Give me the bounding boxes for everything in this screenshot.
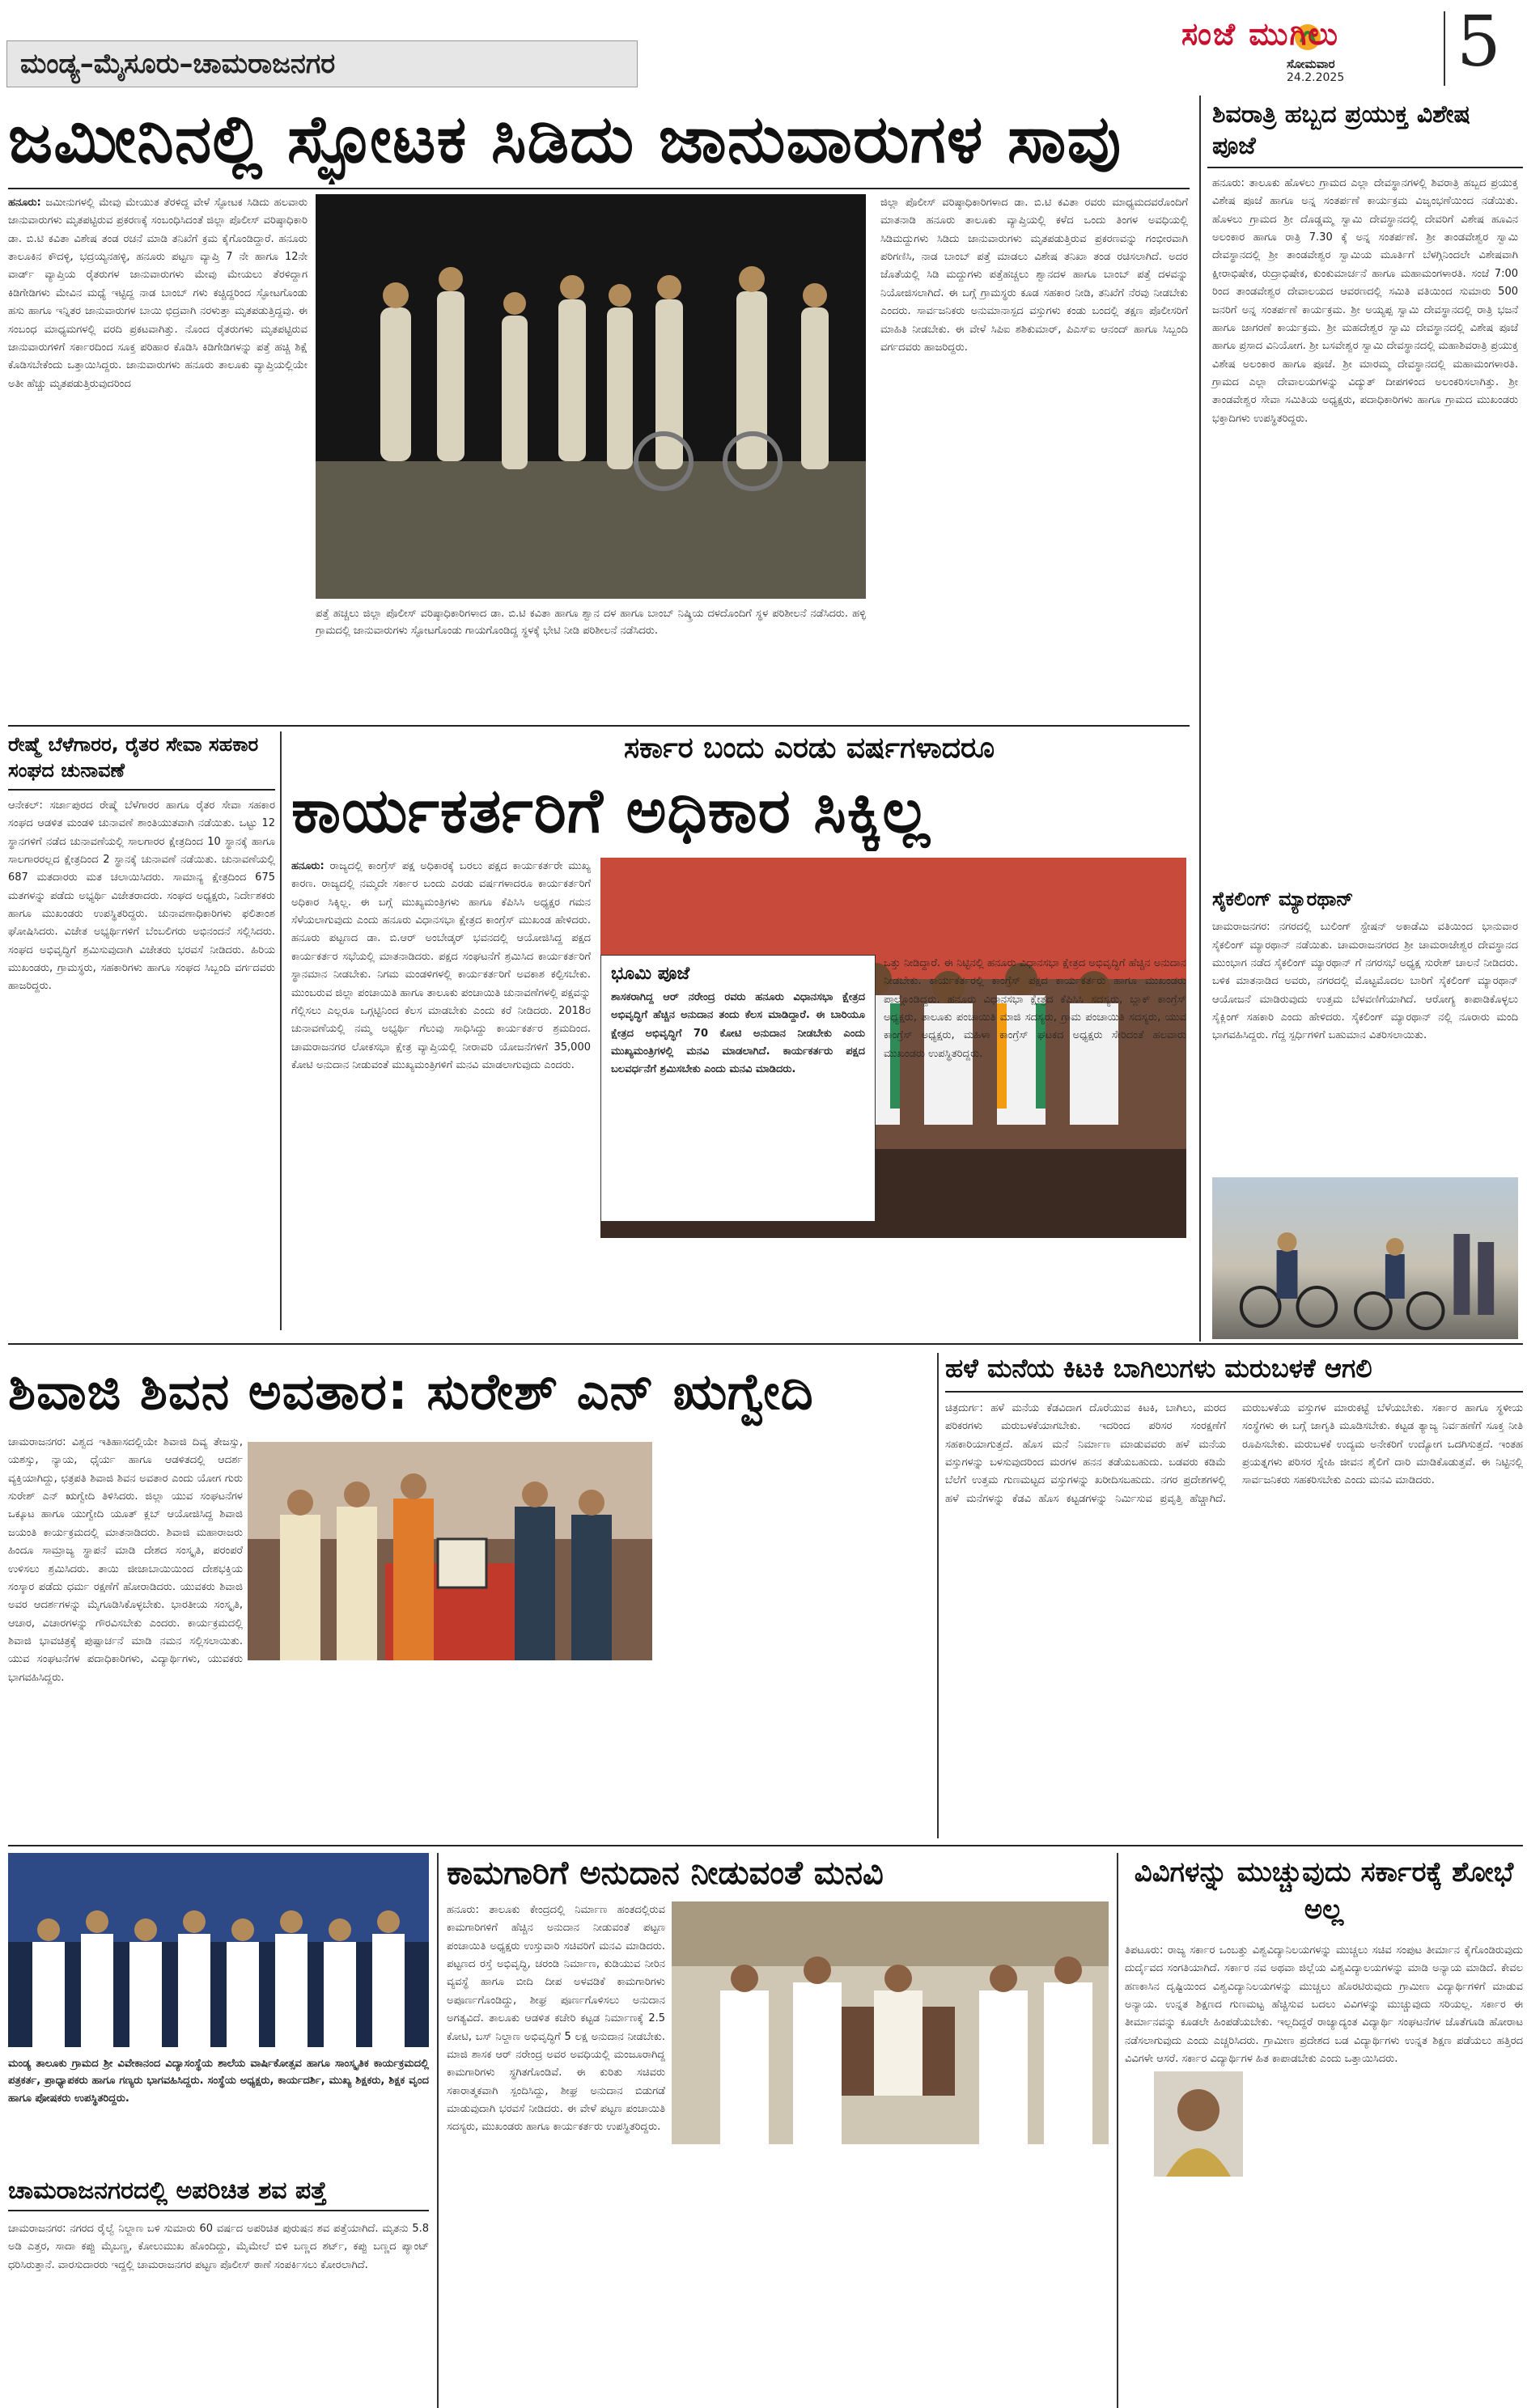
- story3-photo: [248, 1442, 652, 1660]
- sidebar1-body: ಹನೂರು: ತಾಲೂಕು ಹೊಳಲು ಗ್ರಾಮದ ಎಲ್ಲಾ ದೇವಸ್ಥಾನಗಳಲ್ಲಿ ಶಿವರಾತ್ರಿ ಹಬ್ಬದ ಪ್ರಯುಕ್ತ ವಿಶೇಷ ಪೂಜೆ ಹಾಗೂ ಅನ್ನ ಸಂತರ್ಪಣೆ ಕಾರ್ಯಕ್ರಮ ವಿಜೃಂಭಣೆಯಿಂದ ನಡೆಯಿತು. ಹೊಳಲು ಗ್ರಾಮದ ಶ್ರೀ ದೊಡ್ಡಮ್ಮ ಸ್ವಾಮಿ ದೇವಸ್ಥಾನದಲ್ಲಿ ದೇವರಿಗೆ ವಿಶೇಷ ಹೂವಿನ ಅಲಂಕಾರ ಹಾಗೂ ರಾತ್ರಿ 7.30 ಕ್ಕೆ ಅನ್ನ ಸಂತರ್ಪಣೆ. ಶ್ರೀ ತಾಂಡವೇಶ್ವರ ಸ್ವಾಮಿ ದೇವಸ್ಥಾನದಲ್ಲಿ ಶ್ರೀ ತಾಂಡವೇಶ್ವರ ಸ್ವಾಮಿಯ ಮೂರ್ತಿಗೆ ಬೆಳಗ್ಗಿನಿಂದಲೇ ವಿಶೇಷವಾಗಿ ಕ್ಷೀರಾಭಿಷೇಕ, ರುದ್ರಾಭಿಷೇಕ, ಕುಂಕುಮಾರ್ಚನೆ ಹಾಗೂ ಮಹಾಮಂಗಳಾರತಿ. ಸಂಜೆ 7:00 ರಿಂದ ತಾಂಡವೇಶ್ವರ ದೇವಾಲಯದ ಆವರಣದಲ್ಲಿ ಸಮಿತಿ ವತಿಯಿಂದ ಸುಮಾರು 500 ಜನರಿಗೆ ಅನ್ನ ಸಂತರ್ಪಣೆ ಕಾರ್ಯಕ್ರಮ. ಶ್ರೀ ಅಯ್ಯಪ್ಪ ಸ್ವಾಮಿ ದೇವಸ್ಥಾನದಲ್ಲಿ ರಾತ್ರಿ ಭಜನೆ ಹಾಗೂ ಜಾಗರಣೆ ಕಾರ್ಯಕ್ರಮ. ಶ್ರೀ ಮಹದೇಶ್ವರ ಸ್ವಾಮಿ ದೇವಸ್ಥಾನದಲ್ಲಿ ವಿಶೇಷ ಪೂಜೆ ಹಾಗೂ ಪ್ರಸಾದ ವಿನಿಯೋಗ. ಶ್ರೀ ಬಸವೇಶ್ವರ ಸ್ವಾಮಿ ದೇವಸ್ಥಾನದಲ್ಲಿ ಮಹಾಶಿವರಾತ್ರಿ ಪ್ರಯುಕ್ತ ವಿಶೇಷ ಅಲಂಕಾರ ಹಾಗೂ ಪೂಜೆ. ಶ್ರೀ ಮಾರಮ್ಮ ದೇವಸ್ಥಾನದಲ್ಲಿ ಮಹಾಮಂಗಳಾರತಿ. ಗ್ರಾಮದ ಎಲ್ಲಾ ದೇವಾಲಯಗಳನ್ನು ವಿದ್ಯುತ್ ದೀಪಗಳಿಂದ ಅಲಂಕರಿಸಲಾಗಿತ್ತು. ಶ್ರೀ ತಾಂಡವೇಶ್ವರ ಸೇವಾ ಸಮಿತಿಯ ಅಧ್ಯಕ್ಷರು, ಪದಾಧಿಕಾರಿಗಳು ಹಾಗೂ ಗ್ರಾಮದ ಮುಖಂಡರು ಭಕ್ತಾದಿಗಳು ಉಪಸ್ಥಿತರಿದ್ದರು.: [1212, 177, 1518, 425]
- story5-photo: [8, 1853, 429, 2047]
- box2: [8, 731, 275, 1314]
- sidebar-divider: [1199, 95, 1201, 1342]
- issue-date: 24.2.2025: [1287, 71, 1345, 84]
- story2-photo-box-body: ಶಾಸಕರಾಗಿದ್ದ ಆರ್ ನರೇಂದ್ರ ರವರು ಹನೂರು ವಿಧಾನಸಭಾ ಕ್ಷೇತ್ರದ ಅಭಿವೃದ್ಧಿಗೆ ಹೆಚ್ಚಿನ ಅನುದಾನ ತಂದು ಕೆಲಸ ಮಾಡಿದ್ದಾರೆ. ಈ ಬಾರಿಯೂ ಕ್ಷೇತ್ರದ ಅಭಿವೃದ್ಧಿಗೆ 70 ಕೋಟಿ ಅನುದಾನ ನೀಡಬೇಕು ಎಂದು ಮುಖ್ಯಮಂತ್ರಿಗಳಲ್ಲಿ ಮನವಿ ಮಾಡಲಾಗಿದೆ. ಕಾರ್ಯಕರ್ತರು ಪಕ್ಷದ ಬಲವರ್ಧನೆಗೆ ಶ್ರಮಿಸಬೇಕು ಎಂದು ಮನವಿ ಮಾಡಿದರು.: [611, 991, 865, 1076]
- box2-headline: ರೇಷ್ಮೆ ಬೆಳೆಗಾರರ, ರೈತರ ಸೇವಾ ಸಹಕಾರ ಸಂಘದ ಚುನಾವಣೆ: [8, 731, 275, 791]
- issue-day: ಸೋಮವಾರ: [1287, 57, 1335, 71]
- story8-body: ಚಾಮರಾಜನಗರ: ನಗರದ ರೈಲ್ವೆ ನಿಲ್ದಾಣ ಬಳಿ ಸುಮಾರು 60 ವರ್ಷದ ಅಪರಿಚಿತ ಪುರುಷನ ಶವ ಪತ್ತೆಯಾಗಿದೆ. ಮೃತನು 5.8 ಅಡಿ ಎತ್ತರ, ಸಾದಾ ಕಪ್ಪು ಮೈಬಣ್ಣ, ಕೋಲುಮುಖ ಹೊಂದಿದ್ದು, ಮೈಮೇಲೆ ಬಿಳಿ ಬಣ್ಣದ ಶರ್ಟ್, ಕಪ್ಪು ಬಣ್ಣದ ಪ್ಯಾಂಟ್ ಧರಿಸಿರುತ್ತಾನೆ. ವಾರಸುದಾರರು ಇದ್ದಲ್ಲಿ ಚಾಮರಾಜನಗರ ಪಟ್ಟಣ ಪೊಲೀಸ್ ಠಾಣೆ ಸಂಪರ್ಕಿಸಲು ಕೋರಲಾಗಿದೆ.: [8, 2223, 429, 2271]
- cycling-photo: [1212, 1177, 1518, 1339]
- story1-caption: ಪತ್ತೆ ಹಚ್ಚಲು ಜಿಲ್ಲಾ ಪೊಲೀಸ್ ವರಿಷ್ಠಾಧಿಕಾರಿಗಳಾದ ಡಾ. ಬಿ.ಟಿ ಕವಿತಾ ಹಾಗೂ ಶ್ವಾನ ದಳ ಹಾಗೂ ಬಾಂಬ್ ನಿಷ್ಕ್ರಿಯ ದಳದೊಂದಿಗೆ ಸ್ಥಳ ಪರಿಶೀಲನೆ ನಡೆಸಿದರು. ಹಳ್ಳಿ ಗ್ರಾಮದಲ್ಲಿ ಜಾನುವಾರುಗಳು ಸ್ಫೋಟಗೊಂಡು ಗಾಯಗೊಂಡಿದ್ದ ಸ್ಥಳಕ್ಕೆ ಭೇಟಿ ನೀಡಿ ಪರಿಶೀಲನೆ ನಡೆಸಿದರು.: [316, 608, 866, 638]
- masthead-divider: [1444, 11, 1445, 86]
- story5-caption: ಮಂಡ್ಯ ತಾಲೂಕು ಗ್ರಾಮದ ಶ್ರೀ ವಿವೇಕಾನಂದ ವಿದ್ಯಾಸಂಸ್ಥೆಯ ಶಾಲೆಯ ವಾರ್ಷಿಕೋತ್ಸವ ಹಾಗೂ ಸಾಂಸ್ಕೃತಿಕ ಕಾರ್ಯಕ್ರಮದಲ್ಲಿ ಪತ್ರಕರ್ತ, ಪ್ರಾಧ್ಯಾಪಕರು ಹಾಗೂ ಗಣ್ಯರು ಭಾಗವಹಿಸಿದ್ದರು. ಸಂಸ್ಥೆಯ ಅಧ್ಯಕ್ಷರು, ಕಾರ್ಯದರ್ಶಿ, ಮುಖ್ಯ ಶಿಕ್ಷಕರು, ಶಿಕ್ಷಕ ವೃಂದ ಹಾಗೂ ಪೋಷಕರು ಉಪಸ್ಥಿತರಿದ್ದರು.: [8, 2058, 429, 2105]
- story2-headline: ಕಾರ್ಯಕರ್ತರಿಗೆ ಅಧಿಕಾರ ಸಿಕ್ಕಿಲ್ಲ: [291, 774, 931, 846]
- brand-logo: [1165, 10, 1440, 84]
- section-banner: [6, 40, 638, 87]
- story3-body-2: [248, 1665, 685, 1838]
- story2-body-right: ಒತ್ತು ನೀಡಿದ್ದಾರೆ. ಈ ನಿಟ್ಟಿನಲ್ಲಿ ಹನೂರು ವಿಧಾನಸಭಾ ಕ್ಷೇತ್ರದ ಅಭಿವೃದ್ಧಿಗೆ ಹೆಚ್ಚಿನ ಅನುದಾನ ನೀಡಬೇಕು. ಕಾರ್ಯಕರ್ತರಲ್ಲಿ ಕಾಂಗ್ರೆಸ್ ಪಕ್ಷದ ಕಾರ್ಯಕರ್ತರು ಹಾಗೂ ಮುಖಂಡರು ಪಾಲ್ಗೊಂಡಿದ್ದರು. ಹನೂರು ವಿಧಾನಸಭಾ ಕ್ಷೇತ್ರದ ಕೆಪಿಸಿಸಿ ಸದಸ್ಯರು, ಬ್ಲಾಕ್ ಕಾಂಗ್ರೆಸ್ ಅಧ್ಯಕ್ಷರು, ತಾಲೂಕು ಪಂಚಾಯಿತಿ ಮಾಜಿ ಸದಸ್ಯರು, ಗ್ರಾಮ ಪಂಚಾಯಿತಿ ಸದಸ್ಯರು, ಯುವ ಕಾಂಗ್ರೆಸ್ ಅಧ್ಯಕ್ಷರು, ಮಹಿಳಾ ಕಾಂಗ್ರೆಸ್ ಘಟಕದ ಅಧ್ಯಕ್ಷರು ಸೇರಿದಂತೆ ಹಲವಾರು ಮುಖಂಡರು ಉಪಸ್ಥಿತರಿದ್ದರು.: [884, 957, 1186, 1060]
- box2-divider: [280, 731, 282, 1330]
- story7-body: ತಿಪಟೂರು: ರಾಜ್ಯ ಸರ್ಕಾರ ಒಂಬತ್ತು ವಿಶ್ವವಿದ್ಯಾನಿಲಯಗಳನ್ನು ಮುಚ್ಚಲು ಸಚಿವ ಸಂಪುಟ ತೀರ್ಮಾನ ಕೈಗೊಂಡಿರುವುದು ದುರ್ದೈವದ ಸಂಗತಿಯಾಗಿದೆ. ಸರ್ಕಾರ ನವ ಅಥವಾ ಜಿಲ್ಲೆಯ ವಿಶ್ವವಿದ್ಯಾಲಯಗಳನ್ನು ಮಾಡಿ ಅನ್ಯಾಯ ಮಾಡಿದೆ. ಕೇವಲ ಹಣಕಾಸಿನ ದೃಷ್ಟಿಯಿಂದ ವಿಶ್ವವಿದ್ಯಾನಿಲಯಗಳನ್ನು ಮುಚ್ಚಲು ಹೊರಟಿರುವುದು ಗ್ರಾಮೀಣ ವಿದ್ಯಾರ್ಥಿಗಳಿಗೆ ಮಾಡುವ ಅನ್ಯಾಯ. ಉನ್ನತ ಶಿಕ್ಷಣದ ಗುಣಮಟ್ಟ ಹೆಚ್ಚಿಸುವ ಬದಲು ವಿವಿಗಳನ್ನು ಮುಚ್ಚುವುದು ಸರಿಯಲ್ಲ. ಸರ್ಕಾರ ಈ ತೀರ್ಮಾನವನ್ನು ಕೂಡಲೇ ಹಿಂಪಡೆಯಬೇಕು. ಇಲ್ಲದಿದ್ದರೆ ರಾಜ್ಯಾದ್ಯಂತ ವಿದ್ಯಾರ್ಥಿ ಸಂಘಟನೆಗಳ ಜೊತೆಗೂಡಿ ಹೋರಾಟ ನಡೆಸಲಾಗುವುದು ಎಂದು ಎಚ್ಚರಿಸಿದರು. ಗ್ರಾಮೀಣ ಪ್ರದೇಶದ ಬಡ ವಿದ್ಯಾರ್ಥಿಗಳು ಉನ್ನತ ಶಿಕ್ಷಣ ಪಡೆಯಲು ಹತ್ತಿರದ ವಿವಿಗಳೇ ಆಸರೆ. ಸರ್ಕಾರ ವಿದ್ಯಾರ್ಥಿಗಳ ಹಿತ ಕಾಪಾಡಬೇಕು ಎಂದು ಒತ್ತಾಯಿಸಿದರು.: [1125, 1944, 1523, 2066]
- police-inspection-photo: [316, 194, 866, 599]
- story2-bottom-rule: [8, 1343, 1523, 1345]
- story1-rule: [8, 188, 1190, 189]
- story2-body-bottom: [600, 1246, 876, 1335]
- sidebar1-sub-body: ಚಾಮರಾಜನಗರ: ನಗರದಲ್ಲಿ ಬುಲಿಂಗ್ ಸ್ಟೇಷನ್ ಅಕಾಡೆಮಿ ವತಿಯಿಂದ ಭಾನುವಾರ ಸೈಕಲಿಂಗ್ ಮ್ಯಾರಥಾನ್ ನಡೆಯಿತು. ಚಾಮರಾಜನಗರದ ಶ್ರೀ ಚಾಮರಾಜೇಶ್ವರ ದೇವಸ್ಥಾನದ ಮುಂಭಾಗ ನಡೆದ ಸೈಕಲಿಂಗ್ ಮ್ಯಾರಥಾನ್ ಗೆ ನಗರಸಭೆ ಅಧ್ಯಕ್ಷ ಸುರೇಶ್ ಚಾಲನೆ ನೀಡಿದರು. ಬಳಿಕ ಮಾತನಾಡಿದ ಅವರು, ನಗರದಲ್ಲಿ ಮೊಟ್ಟಮೊದಲ ಬಾರಿಗೆ ಸೈಕಲಿಂಗ್ ಮ್ಯಾರಥಾನ್ ಆಯೋಜನೆ ಮಾಡಿರುವುದು ಉತ್ತಮ ಬೆಳವಣಿಗೆಯಾಗಿದೆ. ಆರೋಗ್ಯ ಕಾಪಾಡಿಕೊಳ್ಳಲು ಸೈಕ್ಲಿಂಗ್ ಸಹಕಾರಿ ಎಂದು ಹೇಳಿದರು. ಸೈಕಲಿಂಗ್ ಮ್ಯಾರಥಾನ್ ನಲ್ಲಿ ನೂರಾರು ಮಂದಿ ಭಾಗವಹಿಸಿದ್ದರು. ಗೆದ್ದ ಸ್ಪರ್ಧಿಗಳಿಗೆ ಬಹುಮಾನ ವಿತರಿಸಲಾಯಿತು.: [1212, 921, 1518, 1042]
- story4-headline: ಹಳೆ ಮನೆಯ ಕಿಟಕಿ ಬಾಗಿಲುಗಳು ಮರುಬಳಕೆ ಆಗಲಿ: [945, 1353, 1523, 1393]
- story2-body-left: [291, 858, 591, 1335]
- story6-divider: [1117, 1853, 1118, 2408]
- story8-headline: ಚಾಮರಾಜನಗರದಲ್ಲಿ ಅಪರಿಚಿತ ಶವ ಪತ್ತೆ: [8, 2177, 429, 2211]
- story6-headline: ಕಾಮಗಾರಿಗೆ ಅನುದಾನ ನೀಡುವಂತೆ ಮನವಿ: [447, 1855, 884, 1892]
- school-anniversary-photo: [8, 1853, 429, 2047]
- box2-body: ಆನೇಕಲ್: ಸರ್ಜಾಪುರದ ರೇಷ್ಮೆ ಬೆಳೆಗಾರರ ಹಾಗೂ ರೈತರ ಸೇವಾ ಸಹಕಾರ ಸಂಘದ ಆಡಳಿತ ಮಂಡಳಿ ಚುನಾವಣೆ ಶಾಂತಿಯುತವಾಗಿ ನಡೆಯಿತು. ಒಟ್ಟು 12 ಸ್ಥಾನಗಳಿಗೆ ನಡೆದ ಚುನಾವಣೆಯಲ್ಲಿ ಸಾಲಗಾರರ ಕ್ಷೇತ್ರದಿಂದ 10 ಸ್ಥಾನಕ್ಕೆ ಹಾಗೂ ಸಾಲಗಾರರಲ್ಲದ ಕ್ಷೇತ್ರದಿಂದ 2 ಸ್ಥಾನಕ್ಕೆ ಚುನಾವಣೆ ನಡೆಯಿತು. ಚುನಾವಣೆಯಲ್ಲಿ 687 ಮತದಾರರು ಮತ ಚಲಾಯಿಸಿದರು. ಸಾಮಾನ್ಯ ಕ್ಷೇತ್ರದಿಂದ 675 ಮತಗಳನ್ನು ಪಡೆದು ಅಭ್ಯರ್ಥಿ ವಿಜೇತರಾದರು. ಸಂಘದ ಅಧ್ಯಕ್ಷರು, ನಿರ್ದೇಶಕರು ಹಾಗೂ ಮುಖಂಡರು ಉಪಸ್ಥಿತರಿದ್ದರು. ಚುನಾವಣಾಧಿಕಾರಿಗಳು ಫಲಿತಾಂಶ ಘೋಷಿಸಿದರು. ವಿಜೇತ ಅಭ್ಯರ್ಥಿಗಳಿಗೆ ಬೆಂಬಲಿಗರು ಅಭಿನಂದನೆ ಸಲ್ಲಿಸಿದರು. ಸಂಘದ ಅಭಿವೃದ್ಧಿಗೆ ಶ್ರಮಿಸುವುದಾಗಿ ವಿಜೇತರು ಭರವಸೆ ನೀಡಿದರು. ಹಿರಿಯ ಮುಖಂಡರು, ಗ್ರಾಮಸ್ಥರು, ಸಹಕಾರಿಗಳು ಹಾಗೂ ಸಂಘದ ಸಿಬ್ಬಂದಿ ವರ್ಗದವರು ಹಾಜರಿದ್ದರು.: [8, 799, 275, 993]
- cycling-photo-art: [1212, 1177, 1518, 1339]
- story2-kicker: ಸರ್ಕಾರ ಬಂದು ಎರಡು ವರ್ಷಗಳಾದರೂ: [623, 731, 995, 765]
- story1-text-left: ಜಮೀನುಗಳಲ್ಲಿ ಮೇವು ಮೇಯುತ ತೆರಳಿದ್ದ ವೇಳೆ ಸ್ಫೋಟಕ ಸಿಡಿದು ಹಲವಾರು ಜಾನುವಾರುಗಳು ಮೃತಪಟ್ಟಿರುವ ಪ್ರಕರಣಕ್ಕೆ ಸಂಬಂಧಿಸಿದಂತೆ ಜಿಲ್ಲಾ ಪೊಲೀಸ್ ವರಿಷ್ಠಾಧಿಕಾರಿ ಡಾ. ಬಿ.ಟಿ ಕವಿತಾ ವಿಶೇಷ ತಂಡ ರಚನೆ ಮಾಡಿ ತನಿಖೆಗೆ ಕ್ರಮ ಕೈಗೊಂಡಿದ್ದಾರೆ. ಹನೂರು ತಾಲೂಕಿನ ಕೌದಳ್ಳಿ, ಭದ್ರಯ್ಯನಹಳ್ಳಿ, ಹನೂರು ಪಟ್ಟಣ ವ್ಯಾಪ್ತಿ 7 ನೇ ಹಾಗೂ 12ನೇ ವಾರ್ಡ್ ವ್ಯಾಪ್ತಿಯ ರೈತರುಗಳ ಜಾನುವಾರುಗಳು ಮೇವು ಮೇಯಲು ತೆರಳಿದ್ದಾಗ ಕಿಡಿಗೇಡಿಗಳು ಮೇವಿನ ಮಧ್ಯೆ ಇಟ್ಟಿದ್ದ ನಾಡ ಬಾಂಬ್ ಗಳು ಕಚ್ಚಿದ್ದರಿಂದ ಸ್ಫೋಟಗೊಂಡು ಹಸು ಹಾಗೂ ಇನ್ನಿತರ ಜಾನುವಾರುಗಳ ಬಾಯಿ ಛಿದ್ರವಾಗಿ ನರಳುತ್ತಾ ಮೃತಪಡುತ್ತಿದ್ದವು. ಈ ಸಂಬಂಧ ಮಾಧ್ಯಮಗಳಲ್ಲಿ ವರದಿ ಪ್ರಕಟವಾಗಿತ್ತು. ನೊಂದ ರೈತರುಗಳು ಮೃತಪಟ್ಟಿರುವ ಜಾನುವಾರುಗಳಿಗೆ ಸರ್ಕಾರದಿಂದ ಸೂಕ್ತ ಪರಿಹಾರ ಕೊಡಿಸಿ ಕಿಡಿಗೇಡಿಗಳನ್ನು ಪತ್ತೆ ಹಚ್ಚಿ ಶಿಕ್ಷೆ ಕೊಡಿಸಬೇಕೆಂದು ಒತ್ತಾಯಿಸಿದ್ದರು. ಜಾನುವಾರುಗಳು ಹನೂರು ತಾಲೂಕು ವ್ಯಾಪ್ತಿಯಲ್ಲಿಯೇ ಅತೀ ಹೆಚ್ಚು ಮೃತಪಡುತ್ತಿರುವುದರಿಂದ: [8, 197, 308, 390]
- story1-bottom-rule: [8, 725, 1190, 727]
- story3-body: ಚಾಮರಾಜನಗರ: ವಿಶ್ವದ ಇತಿಹಾಸದಲ್ಲಿಯೇ ಶಿವಾಜಿ ದಿವ್ಯ ತೇಜಸ್ಸು, ಯಶಸ್ಸು, ನ್ಯಾಯ, ಧೈರ್ಯ ಹಾಗೂ ಆಡಳಿತದಲ್ಲಿ ಆದರ್ಶ ವ್ಯಕ್ತಿಯಾಗಿದ್ದು, ಛತ್ರಪತಿ ಶಿವಾಜಿ ಶಿವನ ಅವತಾರ ಎಂದು ಯೋಗ ಗುರು ಸುರೇಶ್ ಎನ್ ಋಗ್ವೇದಿ ತಿಳಿಸಿದರು. ಜಿಲ್ಲಾ ಯುವ ಸಂಘಟನೆಗಳ ಒಕ್ಕೂಟ ಹಾಗೂ ಯುಗ್ವೇದಿ ಯೂತ್ ಕ್ಲಬ್ ಆಯೋಜಿಸಿದ್ದ ಶಿವಾಜಿ ಜಯಂತಿ ಕಾರ್ಯಕ್ರಮದಲ್ಲಿ ಮಾತನಾಡಿದರು. ಶಿವಾಜಿ ಮಹಾರಾಜರು ಹಿಂದೂ ಸಾಮ್ರಾಜ್ಯ ಸ್ಥಾಪನೆ ಮಾಡಿ ದೇಶದ ಸಂಸ್ಕೃತಿ, ಪರಂಪರೆ ಉಳಿಸಲು ಶ್ರಮಿಸಿದರು. ತಾಯಿ ಜೀಜಾಬಾಯಿಯಿಂದ ದೇಶಭಕ್ತಿಯ ಸಂಸ್ಕಾರ ಪಡೆದು ಧರ್ಮ ರಕ್ಷಣೆಗೆ ಹೋರಾಡಿದರು. ಯುವಕರು ಶಿವಾಜಿ ಅವರ ಆದರ್ಶಗಳನ್ನು ಮೈಗೂಡಿಸಿಕೊಳ್ಳಬೇಕು. ಭಾರತೀಯ ಸಂಸ್ಕೃತಿ, ಆಚಾರ, ವಿಚಾರಗಳನ್ನು ಗೌರವಿಸಬೇಕು ಎಂದರು. ಕಾರ್ಯಕ್ರಮದಲ್ಲಿ ಶಿವಾಜಿ ಭಾವಚಿತ್ರಕ್ಕೆ ಪುಷ್ಪಾರ್ಚನೆ ಮಾಡಿ ನಮನ ಸಲ್ಲಿಸಲಾಯಿತು. ಯುವ ಸಂಘಟನೆಗಳ ಪದಾಧಿಕಾರಿಗಳು, ವಿದ್ಯಾರ್ಥಿಗಳು, ಯುವಕರು ಭಾಗವಹಿಸಿದ್ದರು.: [8, 1436, 243, 1684]
- brand-name: ಸಂಜೆ ಮುಗಿಲು: [1181, 16, 1340, 52]
- story5-divider: [437, 1853, 439, 2408]
- story2-text-left: ರಾಜ್ಯದಲ್ಲಿ ಕಾಂಗ್ರೆಸ್ ಪಕ್ಷ ಅಧಿಕಾರಕ್ಕೆ ಬರಲು ಪಕ್ಷದ ಕಾರ್ಯಕರ್ತರೇ ಮುಖ್ಯ ಕಾರಣ. ರಾಜ್ಯದಲ್ಲಿ ನಮ್ಮದೇ ಸರ್ಕಾರ ಬಂದು ಎರಡು ವರ್ಷಗಳಾದರೂ ಕಾರ್ಯಕರ್ತರಿಗೆ ಅಧಿಕಾರ ಸಿಕ್ಕಿಲ್ಲ. ಈ ಬಗ್ಗೆ ಮುಖ್ಯಮಂತ್ರಿಗಳು ಹಾಗೂ ಕೆಪಿಸಿಸಿ ಅಧ್ಯಕ್ಷರ ಗಮನ ಸೆಳೆಯಲಾಗುವುದು ಎಂದು ಹನೂರು ವಿಧಾನಸಭಾ ಕ್ಷೇತ್ರದ ಕಾಂಗ್ರೆಸ್ ಮುಖಂಡ ಹೇಳಿದರು. ಹನೂರು ಪಟ್ಟಣದ ಡಾ. ಬಿ.ಆರ್ ಅಂಬೇಡ್ಕರ್ ಭವನದಲ್ಲಿ ಆಯೋಜಿಸಿದ್ದ ಪಕ್ಷದ ಕಾರ್ಯಕರ್ತರ ಸಭೆಯಲ್ಲಿ ಮಾತನಾಡಿದರು. ಪಕ್ಷದ ಸಂಘಟನೆಗೆ ಶ್ರಮಿಸಿದ ಕಾರ್ಯಕರ್ತರಿಗೆ ಸ್ಥಾನಮಾನ ನೀಡಬೇಕು. ನಿಗಮ ಮಂಡಳಿಗಳಲ್ಲಿ ಕಾರ್ಯಕರ್ತರಿಗೆ ಅವಕಾಶ ಕಲ್ಪಿಸಬೇಕು. ಮುಂಬರುವ ಜಿಲ್ಲಾ ಪಂಚಾಯಿತಿ ಹಾಗೂ ತಾಲೂಕು ಪಂಚಾಯಿತಿ ಚುನಾವಣೆಗಳಲ್ಲಿ ಪಕ್ಷವನ್ನು ಗೆಲ್ಲಿಸಲು ಎಲ್ಲರೂ ಒಗ್ಗಟ್ಟಿನಿಂದ ಕೆಲಸ ಮಾಡಬೇಕು ಎಂದು ಕರೆ ನೀಡಿದರು. 2018ರ ಚುನಾವಣೆಯಲ್ಲಿ ನಮ್ಮ ಅಭ್ಯರ್ಥಿ ಗೆಲುವು ಸಾಧಿಸಿದ್ದು ಕಾರ್ಯಕರ್ತರ ಶ್ರಮದಿಂದ. ಚಾಮರಾಜನಗರ ಲೋಕಸಭಾ ಕ್ಷೇತ್ರ ವ್ಯಾಪ್ತಿಯಲ್ಲಿ ನೀರಾವರಿ ಯೋಜನೆಗಳಿಗೆ 35,000 ಕೋಟಿ ಅನುದಾನ ನೀಡುವಂತೆ ಮುಖ್ಯಮಂತ್ರಿಗಳಿಗೆ ಮನವಿ ಮಾಡಲಾಗುವುದು ಎಂದರು.: [291, 860, 591, 1071]
- story1-photo: [316, 194, 866, 599]
- speaker-portrait-photo: [1154, 2071, 1243, 2177]
- story6-photo: [672, 1901, 1109, 2144]
- story6-body: ಹನೂರು: ತಾಲೂಕು ಕೇಂದ್ರದಲ್ಲಿ ನಿರ್ಮಾಣ ಹಂತದಲ್ಲಿರುವ ಕಾಮಗಾರಿಗಳಿಗೆ ಹೆಚ್ಚಿನ ಅನುದಾನ ನೀಡುವಂತೆ ಪಟ್ಟಣ ಪಂಚಾಯಿತಿ ಅಧ್ಯಕ್ಷರು ಉಸ್ತುವಾರಿ ಸಚಿವರಿಗೆ ಮನವಿ ಮಾಡಿದರು. ಪಟ್ಟಣದ ರಸ್ತೆ ಅಭಿವೃದ್ಧಿ, ಚರಂಡಿ ನಿರ್ಮಾಣ, ಕುಡಿಯುವ ನೀರಿನ ವ್ಯವಸ್ಥೆ ಹಾಗೂ ಬೀದಿ ದೀಪ ಅಳವಡಿಕೆ ಕಾಮಗಾರಿಗಳು ಅಪೂರ್ಣಗೊಂಡಿದ್ದು, ಶೀಘ್ರ ಪೂರ್ಣಗೊಳಿಸಲು ಅನುದಾನ ಅಗತ್ಯವಿದೆ. ತಾಲೂಕು ಆಡಳಿತ ಕಚೇರಿ ಕಟ್ಟಡ ನಿರ್ಮಾಣಕ್ಕೆ 2.5 ಕೋಟಿ, ಬಸ್ ನಿಲ್ದಾಣ ಅಭಿವೃದ್ಧಿಗೆ 5 ಲಕ್ಷ ಅನುದಾನ ನೀಡಬೇಕು. ಮಾಜಿ ಶಾಸಕ ಆರ್ ನರೇಂದ್ರ ಅವರ ಅವಧಿಯಲ್ಲಿ ಮಂಜೂರಾಗಿದ್ದ ಕಾಮಗಾರಿಗಳು ಸ್ಥಗಿತಗೊಂಡಿವೆ. ಈ ಕುರಿತು ಸಚಿವರು ಸಕಾರಾತ್ಮಕವಾಗಿ ಸ್ಪಂದಿಸಿದ್ದು, ಶೀಘ್ರ ಅನುದಾನ ಬಿಡುಗಡೆ ಮಾಡುವುದಾಗಿ ಭರವಸೆ ನೀಡಿದರು. ಈ ವೇಳೆ ಪಟ್ಟಣ ಪಂಚಾಯಿತಿ ಸದಸ್ಯರು, ಮುಖಂಡರು ಹಾಗೂ ಕಾರ್ಯಕರ್ತರು ಉಪಸ್ಥಿತರಿದ್ದರು.: [447, 1904, 665, 2134]
- story1-dateline: ಹನೂರು:: [8, 197, 41, 209]
- story7-headline: ವಿವಿಗಳನ್ನು ಮುಚ್ಚುವುದು ಸರ್ಕಾರಕ್ಕೆ ಶೋಭೆ ಅಲ್ಲ: [1134, 1856, 1514, 1926]
- story4-body: ಚಿತ್ರದುರ್ಗ: ಹಳೆ ಮನೆಯ ಕೆಡವಿದಾಗ ದೊರೆಯುವ ಕಿಟಕಿ, ಬಾಗಿಲು, ಮರದ ಪರಿಕರಗಳು ಮರುಬಳಕೆಯಾಗಬೇಕು. ಇದರಿಂದ ಪರಿಸರ ಸಂರಕ್ಷಣೆಗೆ ಸಹಕಾರಿಯಾಗುತ್ತದೆ. ಹೊಸ ಮನೆ ನಿರ್ಮಾಣ ಮಾಡುವವರು ಹಳೆ ಮನೆಯ ವಸ್ತುಗಳನ್ನು ಬಳಸುವುದರಿಂದ ಮರಗಳ ಹನನ ತಡೆಯಬಹುದು. ಬಡವರು ಕಡಿಮೆ ಬೆಲೆಗೆ ಉತ್ತಮ ಗುಣಮಟ್ಟದ ವಸ್ತುಗಳನ್ನು ಖರೀದಿಸಬಹುದು. ನಗರ ಪ್ರದೇಶಗಳಲ್ಲಿ ಹಳೆ ಮನೆಗಳನ್ನು ಕೆಡವಿ ಹೊಸ ಕಟ್ಟಡಗಳನ್ನು ನಿರ್ಮಿಸುವ ಪ್ರವೃತ್ತಿ ಹೆಚ್ಚಾಗಿದೆ. ಮರುಬಳಕೆಯ ವಸ್ತುಗಳ ಮಾರುಕಟ್ಟೆ ಬೆಳೆಯಬೇಕು. ಸರ್ಕಾರ ಹಾಗೂ ಸ್ಥಳೀಯ ಸಂಸ್ಥೆಗಳು ಈ ಬಗ್ಗೆ ಜಾಗೃತಿ ಮೂಡಿಸಬೇಕು. ಕಟ್ಟಡ ತ್ಯಾಜ್ಯ ನಿರ್ವಹಣೆಗೆ ಸೂಕ್ತ ನೀತಿ ರೂಪಿಸಬೇಕು. ಮರುಬಳಕೆ ಉದ್ಯಮ ಅನೇಕರಿಗೆ ಉದ್ಯೋಗ ಒದಗಿಸುತ್ತದೆ. ಇಂತಹ ಪ್ರಯತ್ನಗಳು ಪರಿಸರ ಸ್ನೇಹಿ ಜೀವನ ಶೈಲಿಗೆ ದಾರಿ ಮಾಡಿಕೊಡುತ್ತವೆ. ಈ ನಿಟ್ಟಿನಲ್ಲಿ ಸಾರ್ವಜನಿಕರು ಸಹಕರಿಸಬೇಕು ಎಂದು ಮನವಿ ಮಾಡಿದರು.: [945, 1402, 1523, 1505]
- story1-body-left: [8, 194, 308, 720]
- section-label: ಮಂಡ್ಯ–ಮೈಸೂರು–ಚಾಮರಾಜನಗರ: [20, 48, 336, 80]
- story2-photo-box: [600, 955, 876, 1222]
- story6-body-2: [672, 2152, 1109, 2403]
- story4-bottom-rule: [8, 1845, 1523, 1846]
- story3-divider: [937, 1353, 939, 1838]
- story2-dateline: ಹನೂರು:: [291, 860, 324, 872]
- shivaji-jayanti-photo: [248, 1442, 652, 1660]
- sidebar1-sub-headline: ಸೈಕಲಿಂಗ್ ಮ್ಯಾರಥಾನ್: [1212, 888, 1354, 910]
- story1-body-right: ಜಿಲ್ಲಾ ಪೊಲೀಸ್ ವರಿಷ್ಠಾಧಿಕಾರಿಗಳಾದ ಡಾ. ಬಿ.ಟಿ ಕವಿತಾ ರವರು ಮಾಧ್ಯಮದವರೊಂದಿಗೆ ಮಾತನಾಡಿ ಹನೂರು ತಾಲೂಕು ವ್ಯಾಪ್ತಿಯಲ್ಲಿ ಕಳೆದ ಒಂದು ತಿಂಗಳ ಅವಧಿಯಲ್ಲಿ ಸಿಡಿಮದ್ದುಗಳು ಸಿಡಿದು ಜಾನುವಾರುಗಳು ಮೃತಪಡುತ್ತಿರುವ ಪ್ರಕರಣವನ್ನು ಗಂಭೀರವಾಗಿ ಪರಿಗಣಿಸಿ, ನಾಡ ಬಾಂಬ್ ಪತ್ತೆ ಮಾಡಲು ವಿಶೇಷ ತನಿಖಾ ತಂಡ ರಚಿಸಲಾಗಿದೆ. ಅದರ ಜೊತೆಯಲ್ಲಿ ಸಿಡಿ ಮದ್ದುಗಳು ಪತ್ತೆಹಚ್ಚಲು ಶ್ವಾನದಳ ಹಾಗೂ ಬಾಂಬ್ ಪತ್ತೆ ದಳವನ್ನು ನಿಯೋಜಿಸಲಾಗಿದೆ. ಈ ಬಗ್ಗೆ ಗ್ರಾಮಸ್ಥರು ಕೂಡ ಸಹಕಾರ ನೀಡಿ, ತನಿಖೆಗೆ ನೆರವು ನೀಡಬೇಕು ಎಂದರು. ಸಾರ್ವಜನಿಕರು ಅನುಮಾನಾಸ್ಪದ ವಸ್ತುಗಳು ಕಂಡು ಬಂದಲ್ಲಿ ತಕ್ಷಣ ಪೊಲೀಸರಿಗೆ ಮಾಹಿತಿ ನೀಡಬೇಕು. ಈ ವೇಳೆ ಸಿಪಿಐ ಶಶಿಕುಮಾರ್, ಪಿಎಸ್ಐ ಆನಂದ್ ಹಾಗೂ ಸಿಬ್ಬಂದಿ ವರ್ಗದವರು ಹಾಜರಿದ್ದರು.: [880, 197, 1188, 354]
- page-number: 5: [1457, 2, 1501, 83]
- petition-meeting-photo: [672, 1901, 1109, 2144]
- story2-photo-box-title: ಭೂಮಿ ಪೂಜೆ: [611, 964, 690, 984]
- sidebar1: [1207, 95, 1523, 1342]
- story1-headline: ಜಮೀನಿನಲ್ಲಿ ಸ್ಫೋಟಕ ಸಿಡಿದು ಜಾನುವಾರುಗಳ ಸಾವು: [8, 101, 1122, 178]
- sidebar1-headline: ಶಿವರಾತ್ರಿ ಹಬ್ಬದ ಪ್ರಯುಕ್ತ ವಿಶೇಷ ಪೂಜೆ: [1207, 95, 1523, 168]
- story7-portrait: [1154, 2071, 1243, 2177]
- story3-headline: ಶಿವಾಜಿ ಶಿವನ ಅವತಾರ: ಸುರೇಶ್ ಎನ್ ಋಗ್ವೇದಿ: [8, 1362, 814, 1421]
